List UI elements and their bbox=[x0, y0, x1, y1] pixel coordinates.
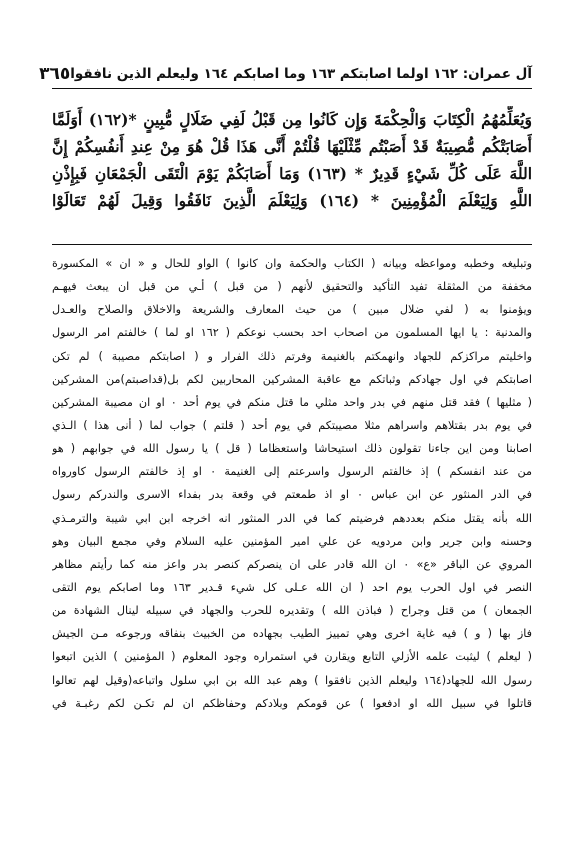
commentary-line: قاتلوا في سبيل الله او ادفعوا ) عن قومكم وبلادكم وحفاظكم ان لم تكـن لكم رغبـة في bbox=[52, 696, 532, 710]
page-number: ٣٦٥ bbox=[39, 64, 71, 84]
commentary-line: الله بأنه يقتل منكم بعددهم فرضيتم كما في الدر المنثور انه اخرجه ابن ابي شيبة والترمـذي bbox=[52, 511, 532, 525]
quran-verses bbox=[52, 106, 532, 214]
running-title: آل عمران: ١٦٢ اولما اصابتكم ١٦٣ وما اصابكم ١٦٤ وليعلم الذين نافقوا bbox=[70, 66, 532, 82]
page-header bbox=[39, 60, 532, 89]
commentary-line: رسول الله للجهاد(١٦٤ وليعلم الذين نافقوا ) وهم عبد الله بن ابي سلول واتباعه(وقيل لهم تعالوا bbox=[52, 673, 532, 687]
commentary-line: فاز بها ( و ) فيه غاية اخرى وهي تمييز الطيب بجهاده من الخبيث بنفاقه ورجوعه مـن الجيش bbox=[52, 627, 532, 641]
commentary-text bbox=[52, 252, 532, 715]
verse-line: أَصَابَتْكُم مُّصِيبَةٌ قَدْ أَصَبْتُم مِّثْلَيْهَا قُلْتُمْ أَنَّى هَذَا قُلْ هُوَ مِنْ عِندِ أَنفُسِكُمْ إِنَّ bbox=[52, 137, 532, 156]
commentary-line: ( مثليها ) فقد قتل منهم في بدر واحد مثلي ما قتل منكم في يوم أحد ٠ او ان مصيبة المشركين bbox=[52, 395, 532, 409]
section-divider bbox=[52, 244, 532, 245]
commentary-line: في يوم بدر بقتلاهم واسراهم مثلا مصيبتكم في يوم أحد ( قلتم ) جواب لما ( أنى هذا ) الـذي bbox=[52, 418, 532, 432]
verse-line: اللَّهَ عَلَى كُلِّ شَيْءٍ قَدِيرٌ * (١٦٣) وَمَا أَصَابَكُمْ يَوْمَ الْتَقَى الْجَمْعَانِ فَبِإِذْنِ bbox=[52, 164, 532, 183]
commentary-line: النصر في اول الحرب يوم احد ( ان الله عـلى كل شيء قـدير ١٦٣ وما اصابكم يوم التقى bbox=[52, 580, 532, 594]
commentary-line: وتبليغه وخطبه ومواعظه وبيانه ( الكتاب والحكمة وان كانوا ) الواو للحال و « ان » المكسورة bbox=[52, 257, 532, 270]
commentary-line: اصابتكم في اول جهادكم وثباتكم مع عاقبة المشركين المحاربين لكم بل(قداصبتم)من المشركين bbox=[52, 372, 532, 386]
verse-line: اللَّهِ وَلِيَعْلَمَ الْمُؤْمِنِينَ * (١٦٤) وَلِيَعْلَمَ الَّذِينَ نَافَقُوا وَقِيلَ لَهُمْ تَعَالَوْا bbox=[52, 191, 532, 210]
commentary-line: مخففة من المثقلة تفيد التأكيد والتحقيق لأنهم ( من قبل ) أـي من قبل ان يبعث فيهـم bbox=[52, 280, 532, 294]
commentary-line: اصابنا ومن اين جاءنا تقولون ذلك استيحاشا واستعظاما ( قل ) يا رسول الله في جوابهم ( هو bbox=[52, 442, 532, 456]
commentary-line: ويؤمنوا به ( لفي ضلال مبين ) من حيث المعارف والشريعة والاخلاق والصلاح والعـدل bbox=[52, 303, 532, 317]
commentary-line: والمدنية : يا ايها المسلمون من اصحاب احد بحسب نوعكم ( ١٦٢ او لما ) خالفتم امر الرسول bbox=[52, 326, 532, 340]
commentary-line: من عند انفسكم ) إذ خالفتم الرسول واسرعتم إلى الغنيمة ٠ او إذ خالفتم الرسول كاورواه bbox=[52, 465, 532, 479]
commentary-line: المروي عن الباقر «ع» ٠ ان الله قادر على ان ينصركم كنصر بدر واعز منه كما رأيتم مظاهر bbox=[52, 557, 532, 571]
verse-line: وَيُعَلِّمُهُمُ الْكِتَابَ وَالْحِكْمَةَ وَإِن كَانُوا مِن قَبْلُ لَفِي ضَلَالٍ مُّبِينٍ *(١٦٢) أَوَلَمَّا bbox=[52, 110, 532, 129]
commentary-line: واخليتم مراكزكم للجهاد وانهمكتم بالغنيمة وفرتم ذلك الفرار و ( اصابتكم مصيبة ) لم تكن bbox=[52, 349, 532, 363]
commentary-line: ( ليعلم ) ليثبت علمه الأزلي التابع ويقارن في استمراره وجود المعلوم ( المؤمنين ) الذين اتبعوا bbox=[52, 650, 532, 664]
commentary-line: وحسنه وابن جرير وابن مردويه عن علي امير المؤمنين عليه السلام وفي مجمع البيان وهو bbox=[52, 534, 532, 548]
commentary-line: في الدر المنثور عن ابن عباس ٠ او اذ طمعتم في وقعة بدر بفداء الاسرى والندركم رسول bbox=[52, 488, 532, 502]
commentary-line: الجمعان ) من قتل وجراح ( فباذن الله ) وتقديره للحرب والجهاد في سبيله لينال الشهادة من bbox=[52, 604, 532, 618]
